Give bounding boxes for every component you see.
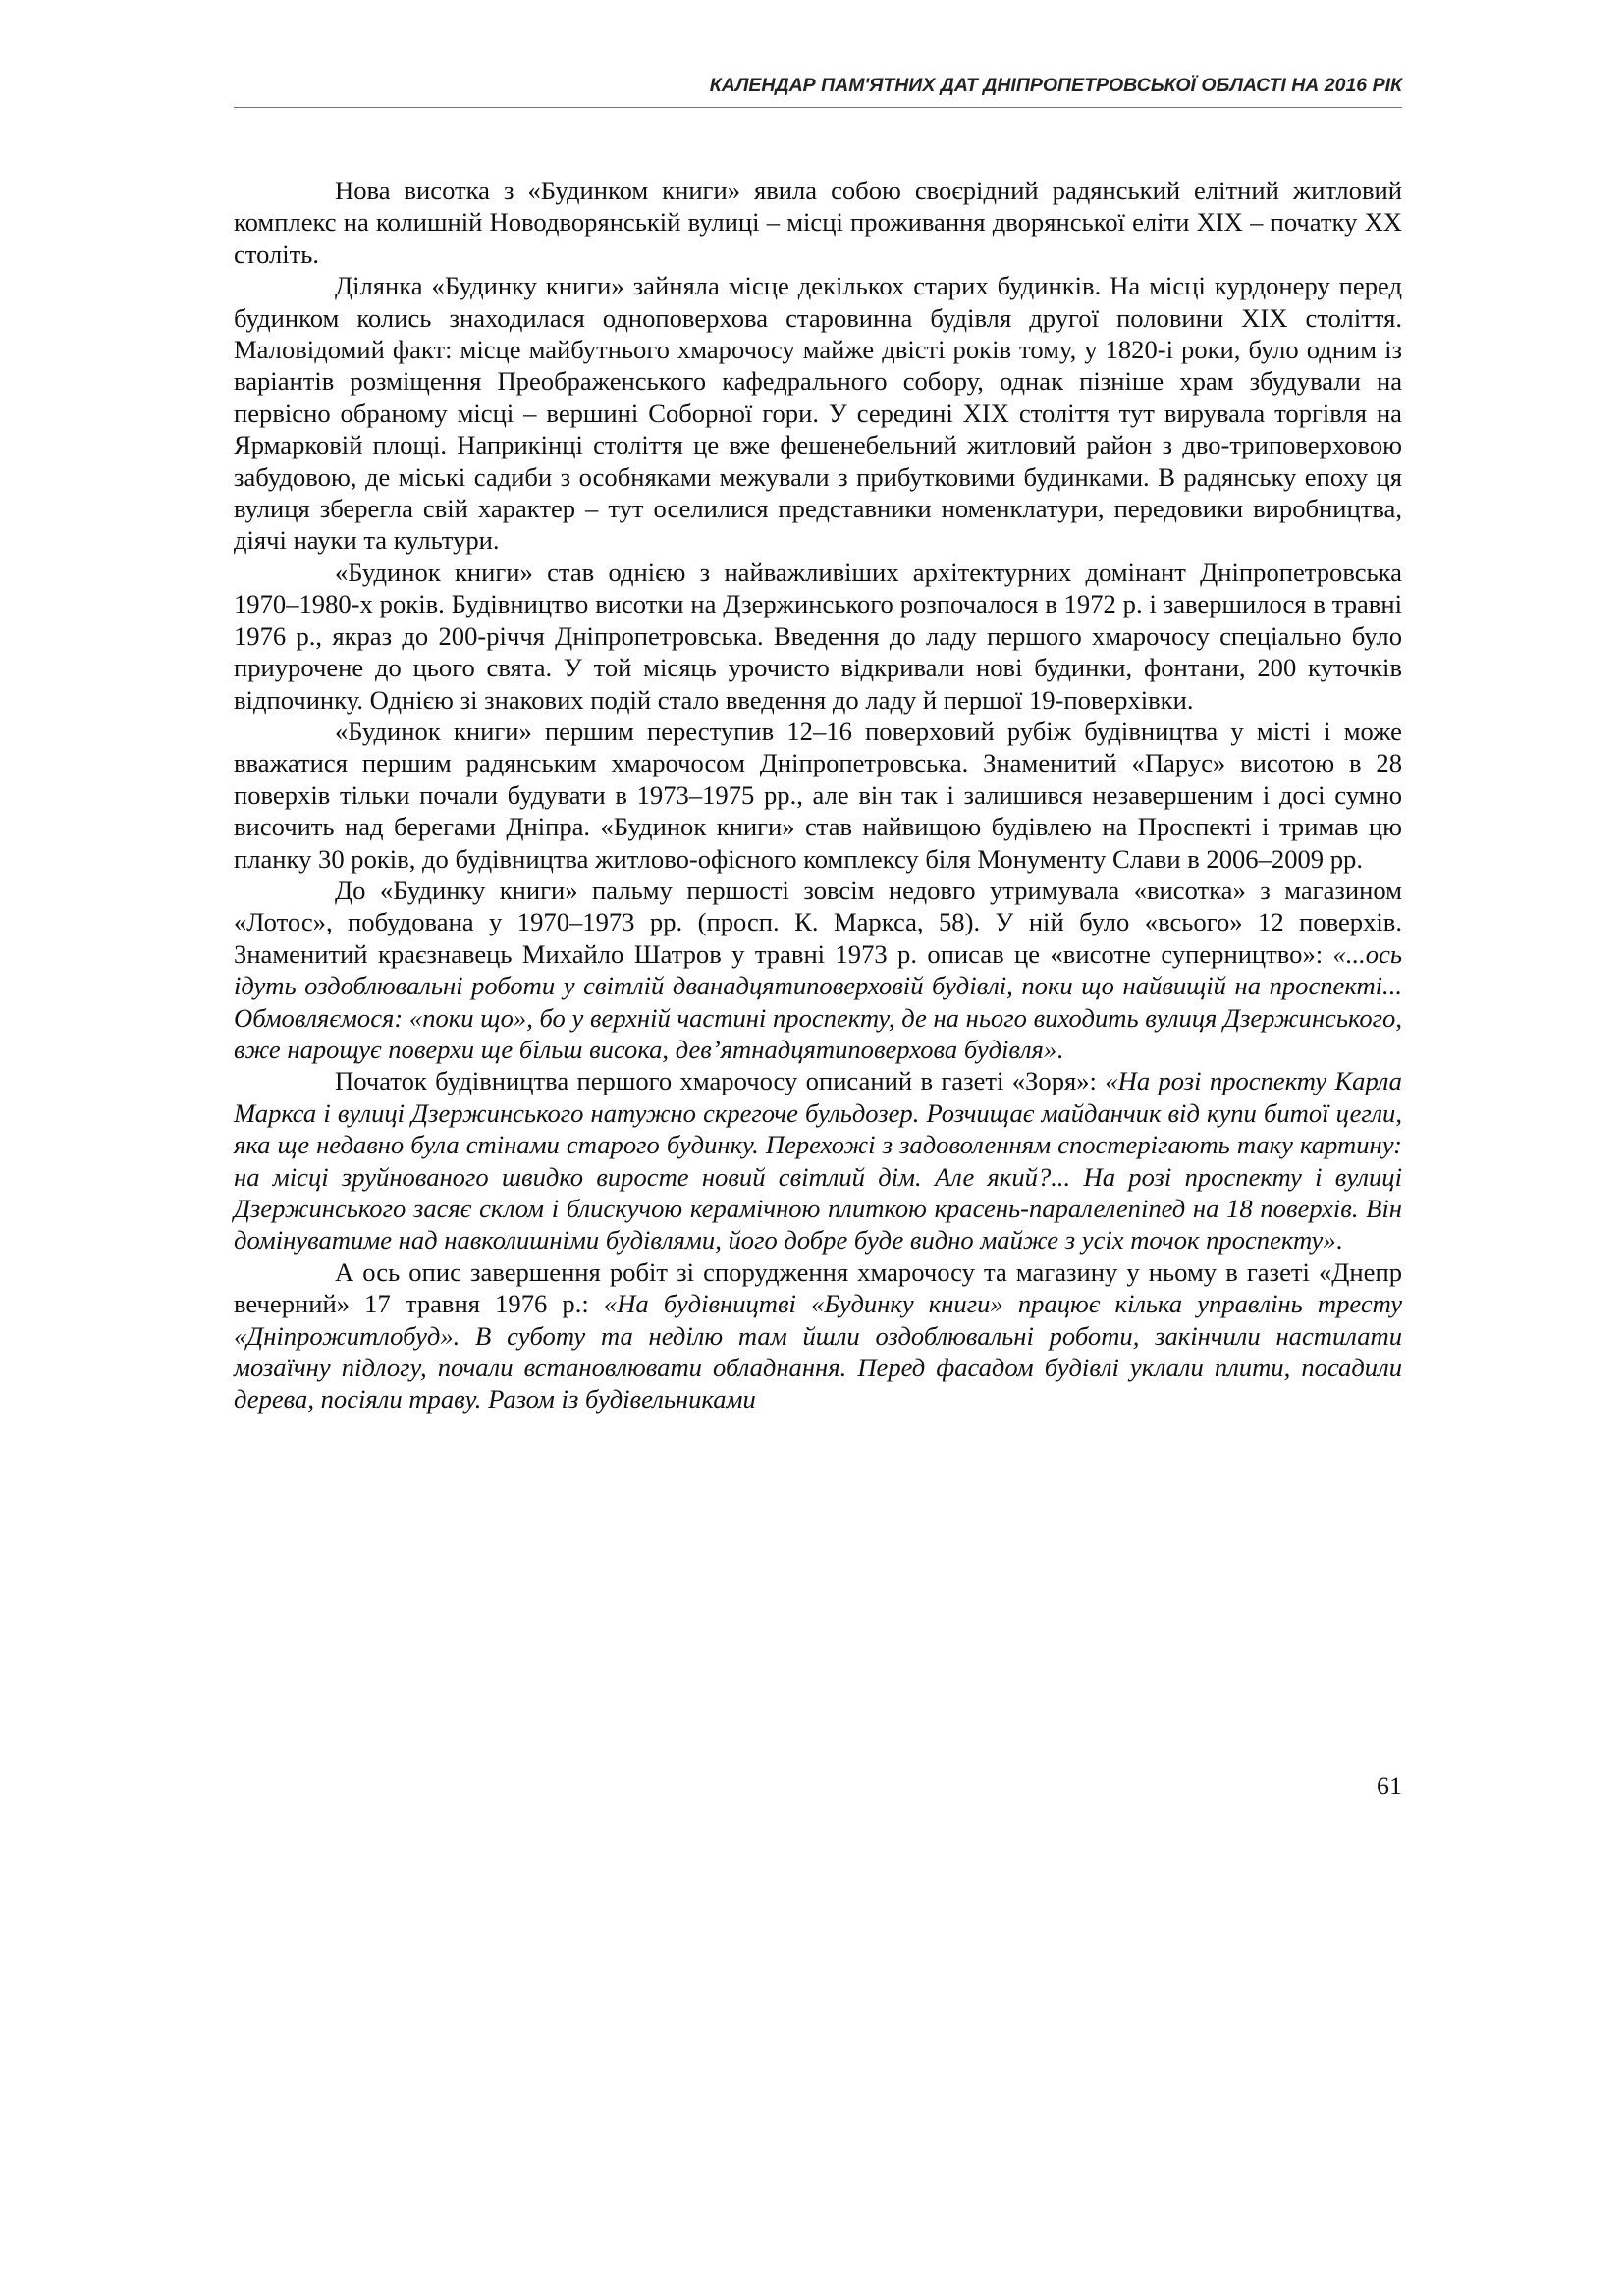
paragraph-text: Ділянка «Будинку книги» зайняла місце декількох старих будинків. На місці курдонеру перед будинком колись знаходилася одноповерхова старовинна будівля другої половини XIX століття. Маловідомий факт: місце майбутнього хмарочосу майже двісті років тому, у 1820-і роки, було одним із варіантів розміщення Преображенського кафедрального собору, однак пізніше храм збудували на первісно обраному місці – вершині Соборної гори. У середині XIX століття тут вирувала торгівля на Ярмарковій площі. Наприкінці століття це вже фешенебельний житловий район з дво-триповерховою забудовою, де міські садиби з особняками межували з прибутковими будинками. В радянську епоху ця вулиця зберегла свій характер – тут оселилися представники номенклатури, передовики виробництва, діячі науки та культури.	[234, 271, 1402, 556]
paragraph	[234, 270, 1402, 557]
paragraph-text: Початок будівництва першого хмарочосу описаний в газеті «Зоря»:	[335, 1066, 1106, 1096]
quotation: «На будівництві «Будинку книги» працює кілька управлінь тресту «Дніпрожитлобуд». В суботу та неділю там йшли оздоблювальні роботи, закінчили настилати мозаїчну підлогу, почали встановлювати обладнання. Перед фасадом будівлі уклали плити, посадили дерева, посіяли траву. Разом із будівельниками	[234, 1289, 1403, 1415]
paragraph-tail: .	[1056, 1034, 1063, 1064]
paragraph	[234, 716, 1402, 875]
paragraph	[234, 175, 1402, 270]
quotation: «На розі проспекту Карла Маркса і вулиці Дзержинського натужно скрегоче бульдозер. Розчищає майданчик від купи битої цегли, яка ще недавно була стінами старого будинку. Перехожі з задоволенням спостерігають таку картину: на місці зруйнованого швидко виросте новий світлий дім. Але який?... На розі проспекту і вулиці Дзержинського засяє склом і блискучою керамічною плиткою красень-паралелепіпед на 18 поверхів. Він домінуватиме над навколишніми будівлями, його добре буде видно майже з усіх точок проспекту»	[234, 1066, 1402, 1255]
paragraph-text: «Будинок книги» став однією з найважливіших архітектурних домінант Дніпропетровська 1970–1980-х років. Будівництво висотки на Дзержинського розпочалося в 1972 р. і завершилося в травні 1976 р., якраз до 200-річчя Дніпропетровська. Введення до ладу першого хмарочосу спеціально було приурочене до цього свята. У той місяць урочисто відкривали нові будинки, фонтани, 200 куточків відпочинку. Однією зі знакових подій стало введення до ладу й першої 19-поверхівки.	[234, 557, 1402, 715]
paragraph	[234, 1256, 1402, 1415]
paragraph-text: Нова висотка з «Будинком книги» явила собою своєрідний радянський елітний житловий комплекс на колишній Новодворянській вулиці – місці проживання дворянської еліти XIX – початку XX століть.	[234, 176, 1402, 269]
paragraph-tail: .	[1335, 1225, 1343, 1255]
header-divider	[234, 107, 1402, 108]
paragraph	[234, 875, 1402, 1065]
article-body	[234, 175, 1402, 1415]
quotation: «...ось ідуть оздоблювальні роботи у світлій дванадцятиповерховій будівлі, поки що найвищій на проспекті... Обмовляємося: «поки що», бо у верхній частині проспекту, де на нього виходить вулиця Дзержинського, вже нарощує поверхи ще більш висока, дев’ятнадцятиповерхова будівля»	[234, 938, 1402, 1064]
paragraph-text: А ось опис завершення робіт зі спорудження хмарочосу та магазину у ньому в газеті «Днепр вечерний» 17 травня 1976 р.:	[234, 1256, 1402, 1319]
paragraph	[234, 1065, 1402, 1255]
running-header: КАЛЕНДАР ПАМ'ЯТНИХ ДАТ ДНІПРОПЕТРОВСЬКОЇ ОБЛАСТІ НА 2016 РІК	[709, 75, 1402, 96]
page-number: 61	[1377, 1772, 1402, 1800]
paragraph-text: «Будинок книги» першим переступив 12–16 поверховий рубіж будівництва у місті і може вважатися першим радянським хмарочосом Дніпропетровська. Знаменитий «Парус» висотою в 28 поверхів тільки почали будувати в 1973–1975 рр., але він так і залишився незавершеним і досі сумно височить над берегами Дніпра. «Будинок книги» став найвищою будівлею на Проспекті і тримав цю планку 30 років, до будівництва житлово-офісного комплексу біля Монументу Слави в 2006–2009 рр.	[234, 716, 1402, 874]
paragraph	[234, 557, 1402, 716]
paragraph-text: До «Будинку книги» пальму першості зовсім недовго утримувала «висотка» з магазином «Лотос», побудована у 1970–1973 рр. (просп. К. Маркса, 58). У ній було «всього» 12 поверхів. Знаменитий краєзнавець Михайло Шатров у травні 1973 р. описав це «висотне суперництво»:	[234, 875, 1402, 969]
